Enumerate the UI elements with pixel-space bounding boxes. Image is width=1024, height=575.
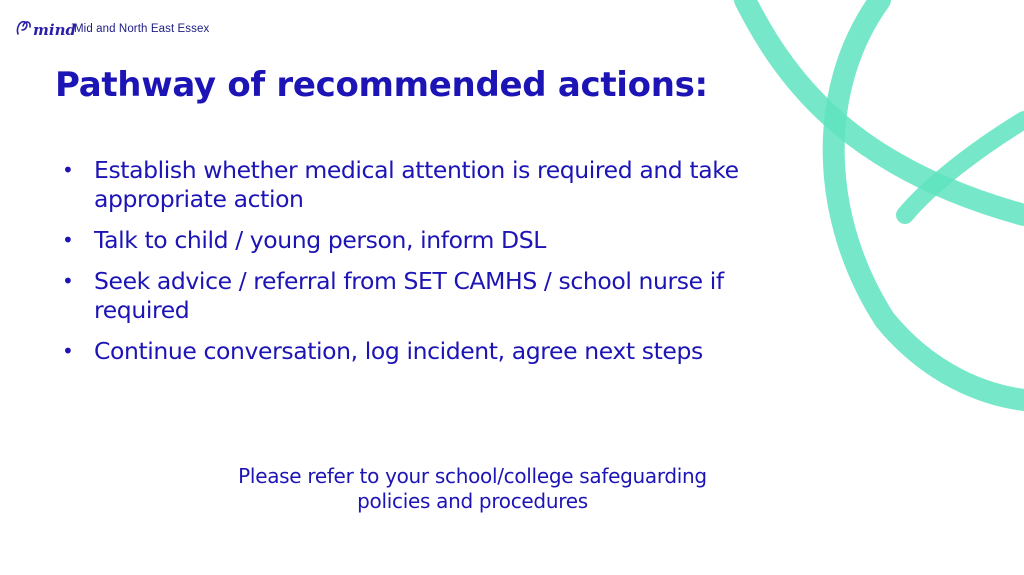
bullet-icon: • — [62, 339, 74, 363]
mind-logo-mark — [14, 16, 76, 42]
bullet-icon: • — [62, 269, 74, 293]
logo-wordmark: mind — [33, 21, 76, 39]
list-item-text: Talk to child / young person, inform DSL — [94, 226, 546, 254]
slide-title: Pathway of recommended actions: — [55, 65, 708, 105]
list-item — [62, 267, 822, 325]
list-item-text: Seek advice / referral from SET CAMHS / school nurse if required — [94, 267, 724, 324]
actions-list — [62, 156, 822, 378]
list-item-text: Continue conversation, log incident, agree next steps — [94, 337, 703, 365]
list-item — [62, 337, 822, 366]
list-item — [62, 226, 822, 255]
organisation-name: Mid and North East Essex — [74, 23, 210, 35]
mind-logo — [14, 16, 209, 42]
list-item-text: Establish whether medical attention is required and take appropriate action — [94, 156, 739, 213]
bullet-icon: • — [62, 158, 74, 182]
list-item — [62, 156, 822, 214]
bullet-icon: • — [62, 228, 74, 252]
safeguarding-note: Please refer to your school/college safeguarding policies and procedures — [238, 464, 707, 513]
